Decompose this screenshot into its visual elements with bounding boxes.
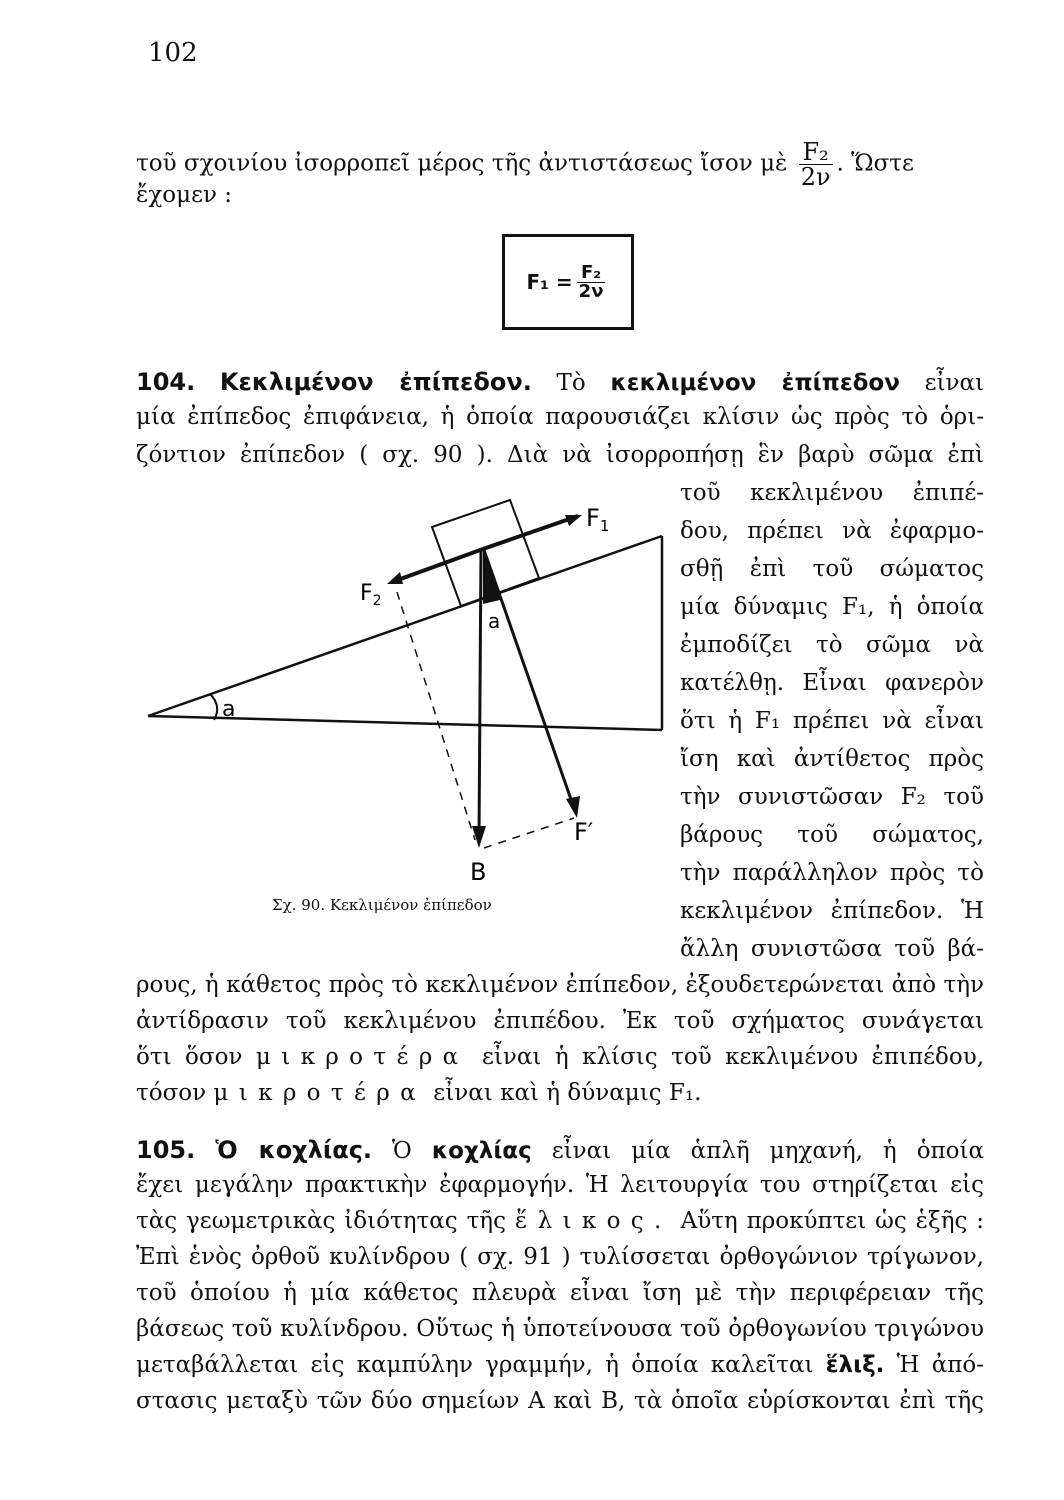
fraction-denominator: 2ν — [800, 163, 831, 191]
column-line: δου, πρέπει νὰ ἐφαρμο- — [680, 518, 984, 544]
label-f-prime: F′ — [574, 818, 594, 846]
section-105-line1-end: εἶναι μία ἁπλῆ μηχανή, ἡ ὁποία — [551, 1138, 985, 1164]
paragraph-line: ζόντιον ἐπίπεδον ( σχ. 90 ). Διὰ νὰ ἰσορροπήσῃ ἓν βαρὺ σῶμα ἐπὶ — [136, 442, 984, 468]
intro-text: τοῦ σχοινίου ἰσορροπεῖ μέρος τῆς ἀντιστάσεως ἴσον μὲ — [136, 150, 788, 177]
normal-component-vector — [484, 550, 574, 808]
formula-fraction — [577, 261, 606, 302]
section-104-line1-end: εἶναι — [924, 370, 985, 396]
paragraph-line: μία ἐπίπεδος ἐπιφάνεια, ἡ ὁποία παρουσιάζει κλίσιν ὡς πρὸς τὸ ὁρι- — [136, 404, 984, 430]
text-run: τὰς γεωμετρικὰς ἰδιότητας τῆς — [136, 1208, 506, 1234]
intro-text-end: . Ὥστε — [836, 150, 914, 177]
force-f1-arrowhead — [565, 515, 582, 526]
column-line: κατέλθῃ. Εἶναι φανερὸν — [680, 670, 984, 696]
section-105-heading-line — [136, 1136, 984, 1164]
text-run: μεταβάλλεται εἰς καμπύλην γραμμήν, ἡ ὁποία καλεῖται — [136, 1352, 814, 1378]
formula-lhs: F₁ = — [526, 270, 573, 294]
paragraph-line — [136, 1044, 984, 1070]
column-line: τὴν συνιστῶσαν F₂ τοῦ — [680, 784, 984, 810]
column-line: ἴση καὶ ἀντίθετος πρὸς — [680, 746, 984, 772]
force-f2-arrow — [395, 549, 483, 581]
paragraph-line: στασις μεταξὺ τῶν δύο σημείων Α καὶ Β, τὰ ὁποῖα εὑρίσκονται ἐπὶ τῆς — [136, 1388, 984, 1414]
column-line: ἐμποδίζει τὸ σῶμα νὰ — [680, 632, 984, 658]
column-line: τοῦ κεκλιμένου ἐπιπέ- — [680, 480, 984, 506]
section-105-title: Ὁ κοχλίας. — [215, 1136, 373, 1164]
dashed-line — [484, 818, 574, 848]
paragraph-line: ρους, ἡ κάθετος πρὸς τὸ κεκλιμένον ἐπίπεδον, ἐξουδετερώνεται ἀπὸ τὴν — [136, 972, 984, 998]
term-helix: ἕλιξ. — [825, 1352, 885, 1378]
paragraph-line: ἀντίδρασιν τοῦ κεκλιμένου ἐπιπέδου. Ἐκ τοῦ σχήματος συνάγεται — [136, 1008, 984, 1034]
intro-line-2: ἔχομεν : — [136, 182, 233, 208]
formula-numerator: F₂ — [577, 264, 606, 283]
paragraph-line: Ἐπὶ ἑνὸς ὀρθοῦ κυλίνδρου ( σχ. 91 ) τυλίσσεται ὀρθογώνιον τρίγωνον, — [136, 1244, 984, 1270]
weight-vector — [479, 550, 481, 838]
column-line: τὴν παράλληλον πρὸς τὸ — [680, 860, 984, 886]
normal-component-arrowhead — [566, 796, 580, 818]
section-104-number: 104. — [136, 368, 196, 396]
incline-surface — [148, 536, 662, 716]
column-line: σθῇ ἐπὶ τοῦ σώματος — [680, 556, 984, 582]
paragraph-line — [136, 1208, 984, 1234]
paragraph-line: τοῦ ὁποίου ἡ μία κάθετος πλευρὰ εἶναι ἴση μὲ τὴν περιφέρειαν τῆς — [136, 1280, 984, 1306]
fraction-f2-over-2v — [799, 140, 833, 189]
column-line: βάρους τοῦ σώματος, — [680, 822, 984, 848]
text-run: τόσον — [136, 1080, 207, 1106]
dashed-line — [397, 592, 475, 840]
paragraph-line — [136, 1080, 701, 1106]
figure-caption: Σχ. 90. Κεκλιμένον ἐπίπεδον — [272, 896, 492, 914]
label-f2: $F_2$ — [360, 581, 382, 609]
text-run: Ἡ ἀπό- — [896, 1352, 984, 1378]
section-104-intro: Τὸ — [556, 370, 586, 396]
force-f2-arrowhead — [387, 572, 403, 584]
section-104-term: κεκλιμένον ἐπίπεδον — [610, 370, 900, 396]
column-line: ὅτι ἡ F₁ πρέπει νὰ εἶναι — [680, 708, 984, 734]
section-105-number: 105. — [136, 1136, 196, 1164]
section-105-intro: Ὁ — [392, 1138, 412, 1164]
fraction-numerator: F₂ — [799, 140, 833, 165]
column-line: ἄλλη συνιστῶσα τοῦ βά- — [680, 936, 984, 962]
label-b: B — [470, 858, 487, 886]
section-104-heading-line — [136, 368, 984, 396]
intro-line-1 — [136, 140, 914, 189]
column-line: μία δύναμις F₁, ἡ ὁποία — [680, 594, 984, 620]
spaced-emphasis: μικροτέρα — [255, 1044, 469, 1070]
section-105-term: κοχλίας — [431, 1138, 532, 1164]
column-line: κεκλιμένον ἐπίπεδον. Ἡ — [680, 898, 984, 924]
paragraph-line: βάσεως τοῦ κυλίνδρου. Οὕτως ἡ ὑποτείνουσα τοῦ ὀρθογωνίου τριγώνου — [136, 1316, 984, 1342]
formula-denominator: 2ν — [578, 280, 604, 302]
paragraph-line: ἔχει μεγάλην πρακτικὴν ἐφαρμογήν. Ἡ λειτουργία του στηρίζεται εἰς — [136, 1172, 984, 1198]
text-run: εἶναι ἡ κλίσις τοῦ κεκλιμένου ἐπιπέδου, — [481, 1044, 985, 1070]
spaced-emphasis: μικροτέρα — [213, 1080, 426, 1106]
text-run: Αὕτη προκύπτει ὡς ἑξῆς : — [680, 1208, 985, 1234]
text-run: εἶναι καὶ ἡ δύναμις F₁. — [433, 1080, 702, 1106]
paragraph-line — [136, 1352, 984, 1378]
label-f1: $F_1$ — [586, 504, 610, 535]
inclined-plane-figure — [140, 490, 680, 890]
spaced-emphasis: ἕλικος. — [514, 1208, 672, 1234]
label-alpha-base: a — [222, 697, 236, 722]
force-f1-arrow — [483, 516, 578, 549]
label-alpha-block: a — [488, 609, 501, 633]
text-run: ὅτι ὅσον — [136, 1044, 243, 1070]
angle-arc — [210, 694, 217, 720]
section-104-title: Κεκλιμένον ἐπίπεδον. — [219, 368, 532, 396]
page-number: 102 — [148, 38, 198, 68]
formula-box — [502, 234, 634, 330]
